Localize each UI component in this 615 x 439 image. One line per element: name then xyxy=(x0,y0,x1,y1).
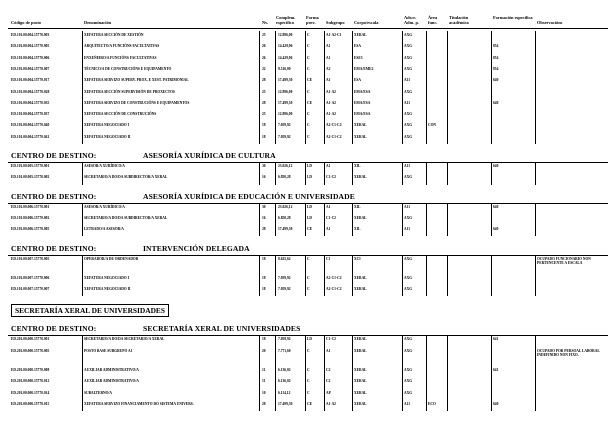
cell-complemento: 12.896,00 xyxy=(278,89,293,94)
cell-forma: C xyxy=(307,123,310,128)
cell-complemento: 23.026,12 xyxy=(278,204,293,209)
centro-destino-label: CENTRO DE DESTINO: xyxy=(11,151,97,160)
cell-adscricion: AXG xyxy=(404,337,412,342)
centro-destino-name: SECRETARÍA XERAL DE UNIVERSIDADES xyxy=(143,324,301,334)
cell-adscricion: AXG xyxy=(404,89,412,94)
header-complemento: Complem. específico xyxy=(276,15,296,25)
cell-adscricion: AXG xyxy=(404,44,412,49)
column-divider xyxy=(352,162,353,185)
cell-denominacion: ASESOR/A XURÍDICO/A xyxy=(84,164,125,168)
cell-complemento: 7.059,92 xyxy=(278,123,291,128)
column-divider xyxy=(402,203,403,237)
cell-subgrupo: A1 xyxy=(326,164,331,168)
cell-subgrupo: A2-C1-C2 xyxy=(326,123,342,128)
cell-adscricion: AXG xyxy=(404,112,412,117)
cell-corpo: XERAL xyxy=(354,33,367,37)
cell-formacion: 854 xyxy=(493,55,499,60)
cell-formacion: 640 xyxy=(493,204,499,209)
centro-destino-name: ASESORÍA XURÍDICA DE CULTURA xyxy=(143,151,276,160)
column-divider xyxy=(324,203,325,237)
centro-destino-label: CENTRO DE DESTINO: xyxy=(11,243,97,253)
cell-subgrupo: A1 xyxy=(326,78,331,83)
cell-denominacion: SUBALTERNO/A xyxy=(84,390,113,395)
cell-codigo: ED.201.00.000.15770.001 xyxy=(11,337,50,342)
column-divider xyxy=(491,335,492,411)
cell-subgrupo: A1-A2-C1 xyxy=(326,33,342,37)
cell-adscricion: AXG xyxy=(404,275,412,280)
cell-corpo: EMA/EME2 xyxy=(354,66,374,71)
cell-corpo: EMA/ESA xyxy=(354,100,371,105)
column-divider xyxy=(491,255,492,297)
cell-subgrupo: A2-C1-C2 xyxy=(326,134,342,139)
header-forma: Forma prov. xyxy=(306,15,319,25)
centro-destino-label: CENTRO DE DESTINO: xyxy=(11,191,97,201)
cell-formacion: 640 xyxy=(493,164,499,168)
column-divider xyxy=(82,335,83,411)
cell-nivel: 18 xyxy=(262,123,266,128)
cell-forma: C xyxy=(307,368,310,372)
cell-corpo: XERAL xyxy=(354,275,367,280)
cell-nivel: 20 xyxy=(262,348,266,353)
column-divider xyxy=(275,335,276,411)
header-codigo: Código de posto xyxy=(11,20,42,25)
cell-corpo: ESA xyxy=(354,44,361,49)
cell-denominacion: AUXILIAR ADMINISTRATIVO/A xyxy=(84,368,139,372)
cell-subgrupo: C1-C2 xyxy=(326,215,336,220)
column-divider xyxy=(305,203,306,237)
cell-forma: CE xyxy=(307,227,312,232)
cell-formacion: 640 xyxy=(493,227,499,232)
cell-complemento: 17.499,30 xyxy=(278,78,293,83)
cell-denominacion: SECRETARIO/A DO/DA SUBDIRECTOR/A XERAL xyxy=(84,175,168,180)
column-divider xyxy=(82,31,83,144)
cell-subgrupo: A2 xyxy=(326,66,331,71)
cell-complemento: 17.499,30 xyxy=(278,227,293,232)
column-divider xyxy=(324,255,325,297)
cell-subgrupo: C1-C2 xyxy=(326,175,336,180)
header-area: Área func. xyxy=(428,15,438,25)
cell-corpo: XERAL xyxy=(354,287,367,292)
cell-forma: C xyxy=(307,112,310,117)
cell-complemento: 14.429,96 xyxy=(278,44,293,49)
column-divider xyxy=(305,255,306,297)
column-divider xyxy=(259,203,260,237)
centro-destino-name: ASESORÍA XURÍDICA DE EDUCACIÓN E UNIVERSIDADE xyxy=(143,191,355,201)
section-rule xyxy=(8,203,608,204)
cell-formacion: 640 xyxy=(493,401,499,406)
header-corpo: Corpo/escala xyxy=(354,20,379,25)
cell-adscricion: AXG xyxy=(404,175,412,180)
header-rule xyxy=(8,28,608,29)
column-divider xyxy=(491,203,492,237)
column-divider xyxy=(426,203,427,237)
cell-codigo: ED.101.00.007.15770.006 xyxy=(11,275,50,280)
cell-denominacion: XEFATURA NEGOCIADO II xyxy=(84,287,131,292)
cell-adscricion: A11 xyxy=(404,78,410,83)
cell-denominacion: SECRETARIO/A DO/DA SUBDIRECTOR/A XERAL xyxy=(84,215,168,220)
cell-adscricion: AXG xyxy=(404,55,412,60)
column-divider xyxy=(426,255,427,297)
cell-forma: CE xyxy=(307,78,312,83)
column-divider xyxy=(535,31,536,144)
cell-subgrupo: AP xyxy=(326,390,331,395)
cell-adscricion: AXG xyxy=(404,33,412,37)
cell-codigo: ED.101.00.004.15770.003 xyxy=(11,33,50,37)
cell-adscricion: A11 xyxy=(404,227,410,232)
section-rule xyxy=(8,162,608,163)
cell-corpo: XERAL xyxy=(354,123,367,128)
cell-formacion: 854 xyxy=(493,44,499,49)
cell-forma: C xyxy=(307,256,310,261)
cell-formacion: 640 xyxy=(493,100,499,105)
cell-codigo: ED.101.00.004.15770.028 xyxy=(11,89,50,94)
column-divider xyxy=(305,31,306,144)
cell-denominacion: OPERADOR/A DE ORDENADOR xyxy=(84,256,139,261)
cell-nivel: 18 xyxy=(262,134,266,139)
cell-complemento: 14.429,96 xyxy=(278,55,293,60)
cell-forma: C xyxy=(307,44,310,49)
cell-nivel: 30 xyxy=(262,164,266,168)
cell-nivel: 25 xyxy=(262,112,266,117)
header-denominacion: Denominación xyxy=(84,20,112,25)
cell-complemento: 17.499,30 xyxy=(278,401,293,406)
organisation-title-box: SECRETARÍA XERAL DE UNIVERSIDADES xyxy=(11,304,169,317)
cell-forma: C xyxy=(307,134,310,139)
section-rule xyxy=(8,255,608,256)
cell-denominacion: SECRETARIO/A DO/DA SECRETARIO/A XERAL xyxy=(84,337,165,342)
cell-corpo: XERAL xyxy=(354,390,367,395)
cell-nivel: 28 xyxy=(262,78,266,83)
cell-denominacion: TÉCNICO/A DE CONSTRUCIÓNS E EQUIPAMENTO xyxy=(84,66,172,71)
cell-nivel: 16 xyxy=(262,215,266,220)
cell-subgrupo: C1 xyxy=(326,256,331,261)
section-rule xyxy=(8,335,608,336)
cell-codigo: ED.101.00.004.15770.017 xyxy=(11,78,50,83)
cell-complemento: 6.850,28 xyxy=(278,215,291,220)
cell-corpo: XERAL xyxy=(354,401,367,406)
cell-adscricion: AXG xyxy=(404,390,412,395)
cell-adscricion: AXG xyxy=(404,379,412,384)
cell-nivel: 18 xyxy=(262,337,266,342)
column-divider xyxy=(426,162,427,185)
cell-denominacion: XEFATURA SERVIZO FINANCIAMENTO DO SISTEMA UNIVERS. xyxy=(84,401,194,406)
cell-complemento: 7.059,92 xyxy=(278,287,291,292)
cell-forma: LD xyxy=(307,175,312,180)
cell-nivel: 18 xyxy=(262,275,266,280)
cell-adscricion: A11 xyxy=(404,204,410,209)
column-divider xyxy=(275,31,276,144)
cell-corpo: XERAL xyxy=(354,348,367,353)
column-divider xyxy=(259,335,260,411)
cell-codigo: ED.101.00.006.15770.005 xyxy=(11,227,50,232)
cell-denominacion: ASESOR/A XURÍDICO/A xyxy=(84,204,125,209)
cell-denominacion: XEFATURA NEGOCIADO I xyxy=(84,123,129,128)
cell-forma: C xyxy=(307,275,310,280)
cell-complemento: 9.516,00 xyxy=(278,66,291,71)
cell-subgrupo: A1-A2 xyxy=(326,89,336,94)
cell-complemento: 6.114,12 xyxy=(278,390,291,395)
cell-corpo: XIL xyxy=(354,204,361,209)
column-divider xyxy=(402,162,403,185)
cell-corpo: XERAL xyxy=(354,175,367,180)
cell-nivel: 22 xyxy=(262,66,266,71)
cell-subgrupo: A2-C1-C2 xyxy=(326,287,342,292)
cell-codigo: ED.201.00.000.15770.012 xyxy=(11,379,50,384)
cell-adscricion: A11 xyxy=(404,100,410,105)
cell-adscricion: A11 xyxy=(404,164,410,168)
cell-formacion: 640 xyxy=(493,78,499,83)
column-divider xyxy=(447,203,448,237)
cell-adscricion: A11 xyxy=(404,401,410,406)
cell-corpo: ESA xyxy=(354,78,361,83)
cell-subgrupo: A1 xyxy=(326,55,331,60)
cell-complemento: 6.136,02 xyxy=(278,368,291,372)
header-observacions: Observacións xyxy=(537,20,563,25)
column-divider xyxy=(535,203,536,237)
cell-subgrupo: A1-A2 xyxy=(326,401,336,406)
cell-formacion: 854 xyxy=(493,66,499,71)
cell-nivel: 25 xyxy=(262,89,266,94)
cell-adscricion: AXG xyxy=(404,256,412,261)
cell-adscricion: AXG xyxy=(404,134,412,139)
cell-corpo: XERAL xyxy=(354,337,367,342)
cell-subgrupo: A2-C1-C2 xyxy=(326,275,342,280)
column-divider xyxy=(535,162,536,185)
column-divider xyxy=(275,255,276,297)
cell-codigo: ED.201.00.000.15770.014 xyxy=(11,390,50,395)
cell-codigo: ED.101.00.004.15770.006 xyxy=(11,55,50,60)
cell-codigo: ED.101.00.006.15770.002 xyxy=(11,215,50,220)
cell-forma: C xyxy=(307,33,310,37)
cell-subgrupo: A1 xyxy=(326,348,331,353)
cell-nivel: 10 xyxy=(262,390,266,395)
centro-destino-name: INTERVENCIÓN DELEGADA xyxy=(143,243,250,253)
cell-denominacion: XEFATURA NEGOCIADO II xyxy=(84,134,131,139)
cell-forma: C xyxy=(307,55,310,60)
cell-corpo: XERAL xyxy=(354,368,367,372)
column-divider xyxy=(82,255,83,297)
cell-denominacion: XEFATURA SECCIÓN DE XESTIÓN xyxy=(84,33,144,37)
header-titulacion: Titulación académica xyxy=(449,15,469,25)
cell-nivel: 28 xyxy=(262,401,266,406)
column-divider xyxy=(324,335,325,411)
header-subgrupo: Subgrupo xyxy=(326,20,345,25)
header-formacion: Formación específica xyxy=(493,15,533,20)
cell-forma: CE xyxy=(307,401,312,406)
cell-codigo: ED.101.00.004.15770.005 xyxy=(11,44,50,49)
cell-area: ECO xyxy=(428,401,436,406)
cell-complemento: 7.059,92 xyxy=(278,337,291,342)
cell-forma: CE xyxy=(307,100,312,105)
cell-complemento: 12.896,00 xyxy=(278,33,293,37)
cell-nivel: 16 xyxy=(262,175,266,180)
cell-codigo: ED.101.00.004.15770.041 xyxy=(11,134,50,139)
cell-nivel: 25 xyxy=(262,33,266,37)
cell-complemento: 7.059,92 xyxy=(278,275,291,280)
cell-complemento: 23.026,12 xyxy=(278,164,293,168)
column-divider xyxy=(447,162,448,185)
cell-complemento: 7.771,60 xyxy=(278,348,291,353)
cell-forma: C xyxy=(307,89,310,94)
column-divider xyxy=(275,162,276,185)
cell-corpo: XERAL xyxy=(354,379,367,384)
column-divider xyxy=(402,31,403,144)
cell-codigo: ED.201.00.000.15770.005 xyxy=(11,348,50,353)
cell-corpo: XIL xyxy=(354,164,361,168)
cell-subgrupo: C2 xyxy=(326,379,331,384)
cell-forma: C xyxy=(307,390,310,395)
column-divider xyxy=(535,335,536,411)
cell-nivel: 28 xyxy=(262,100,266,105)
cell-denominacion: XEFATURA SECCIÓN SUPERVISIÓN DE PROXECTOS xyxy=(84,89,175,94)
cell-forma: LD xyxy=(307,215,312,220)
cell-codigo: ED.101.00.006.15770.001 xyxy=(11,204,50,209)
column-divider xyxy=(491,31,492,144)
cell-codigo: ED.201.00.000.15770.008 xyxy=(11,368,50,372)
cell-subgrupo: C1-C2 xyxy=(326,337,336,342)
column-divider xyxy=(352,203,353,237)
cell-adscricion: AXG xyxy=(404,287,412,292)
cell-subgrupo: A1 xyxy=(326,227,331,232)
column-divider xyxy=(352,335,353,411)
cell-denominacion: ARQUITECTO/A FUNCIÓNS FACULTATIVAS xyxy=(84,44,160,49)
cell-denominacion: XEFATURA SECCIÓN DE CONSTRUCIÓNS xyxy=(84,112,157,117)
cell-complemento: 17.499,30 xyxy=(278,100,293,105)
cell-forma: LD xyxy=(307,337,312,342)
column-divider xyxy=(259,31,260,144)
column-divider xyxy=(82,203,83,237)
cell-corpo: XERAL xyxy=(354,134,367,139)
cell-corpo: XERAL xyxy=(354,215,367,220)
cell-corpo: EMA/ESA xyxy=(354,112,371,117)
cell-forma: C xyxy=(307,66,310,71)
cell-nivel: 18 xyxy=(262,256,266,261)
cell-denominacion: XEFATURA SERVIZO SUPERV. PROX. E XEST. PATRIMONIAL xyxy=(84,78,189,83)
column-divider xyxy=(447,255,448,297)
cell-adscricion: AXG xyxy=(404,66,412,71)
cell-denominacion: ENXEÑEIRO/A FUNCIÓNS FACULTATIVAS xyxy=(84,55,157,60)
cell-nivel: 30 xyxy=(262,204,266,209)
column-divider xyxy=(305,162,306,185)
cell-formacion: 641 xyxy=(493,368,499,372)
cell-forma: C xyxy=(307,287,310,292)
column-divider xyxy=(305,335,306,411)
cell-corpo: XCI xyxy=(354,256,361,261)
cell-observacions: OCUPADO FUNCIONARIO NON PERTENCENTE A ESCALA xyxy=(537,256,591,265)
cell-adscricion: AXG xyxy=(404,348,412,353)
cell-subgrupo: A1-A2 xyxy=(326,112,336,117)
column-divider xyxy=(402,255,403,297)
cell-complemento: 12.896,00 xyxy=(278,112,293,117)
cell-nivel: 11 xyxy=(262,379,266,384)
column-divider xyxy=(352,255,353,297)
column-divider xyxy=(275,203,276,237)
cell-denominacion: LETRADO/A ASESOR/A xyxy=(84,227,124,232)
cell-adscricion: AXG xyxy=(404,123,412,128)
cell-adscricion: AXG xyxy=(404,368,412,372)
cell-codigo: ED.101.00.005.15770.002 xyxy=(11,175,50,180)
cell-complemento: 7.059,92 xyxy=(278,134,291,139)
cell-denominacion: POSTO BASE SUBGRUPO A1 xyxy=(84,348,133,353)
cell-forma: C xyxy=(307,348,310,353)
header-nivel: Nv. xyxy=(262,20,269,25)
column-divider xyxy=(259,162,260,185)
centro-destino-label: CENTRO DE DESTINO: xyxy=(11,324,97,334)
cell-subgrupo: C2 xyxy=(326,368,331,372)
cell-forma: LD xyxy=(307,164,312,168)
cell-denominacion: XEFATURA SERVIZO DE CONSTRUCIÓNS E EQUIPAMENTOS xyxy=(84,100,190,105)
cell-corpo: XIL xyxy=(354,227,361,232)
cell-codigo: ED.201.00.000.15770.015 xyxy=(11,401,50,406)
cell-complemento: 6.136,02 xyxy=(278,379,291,384)
cell-codigo: ED.101.00.004.15770.037 xyxy=(11,112,50,117)
cell-codigo: ED.101.00.004.15770.035 xyxy=(11,100,50,105)
cell-nivel: 11 xyxy=(262,368,266,372)
cell-codigo: ED.101.00.004.15770.007 xyxy=(11,66,50,71)
cell-subgrupo: A1 xyxy=(326,44,331,49)
cell-codigo: ED.101.00.007.15770.007 xyxy=(11,287,50,292)
cell-forma: LD xyxy=(307,204,312,209)
column-divider xyxy=(447,335,448,411)
column-divider xyxy=(535,255,536,297)
cell-denominacion: AUXILIAR ADMINISTRATIVO/A xyxy=(84,379,139,384)
cell-observacions: OCUPADO POR PERSOAL LABORAL INDEFINIDO NON FIXO. xyxy=(537,348,600,357)
cell-formacion: 641 xyxy=(493,337,499,342)
cell-corpo: EMA/ESA xyxy=(354,89,371,94)
cell-codigo: ED.101.00.005.15770.001 xyxy=(11,164,50,168)
cell-adscricion: AXG xyxy=(404,215,412,220)
column-divider xyxy=(324,162,325,185)
cell-complemento: 6.850,28 xyxy=(278,175,291,180)
column-divider xyxy=(82,162,83,185)
cell-area: CON xyxy=(428,123,436,128)
column-divider xyxy=(447,31,448,144)
cell-subgrupo: A1 xyxy=(326,204,331,209)
column-divider xyxy=(352,31,353,144)
cell-denominacion: XEFATURA NEGOCIADO I xyxy=(84,275,129,280)
column-divider xyxy=(259,255,260,297)
cell-codigo: ED.101.00.004.15770.040 xyxy=(11,123,50,128)
cell-complemento: 8.625,62 xyxy=(278,256,291,261)
column-divider xyxy=(426,31,427,144)
header-adscricion: Adscr. Adm. p. xyxy=(404,15,420,25)
column-divider xyxy=(491,162,492,185)
cell-corpo: ESE3 xyxy=(354,55,363,60)
cell-codigo: ED.101.00.007.15770.005 xyxy=(11,256,50,261)
cell-nivel: 18 xyxy=(262,287,266,292)
cell-forma: C xyxy=(307,379,310,384)
column-divider xyxy=(402,335,403,411)
cell-nivel: 26 xyxy=(262,55,266,60)
column-divider xyxy=(324,31,325,144)
cell-nivel: 26 xyxy=(262,44,266,49)
column-divider xyxy=(426,335,427,411)
cell-subgrupo: A1-A2 xyxy=(326,100,336,105)
cell-nivel: 28 xyxy=(262,227,266,232)
